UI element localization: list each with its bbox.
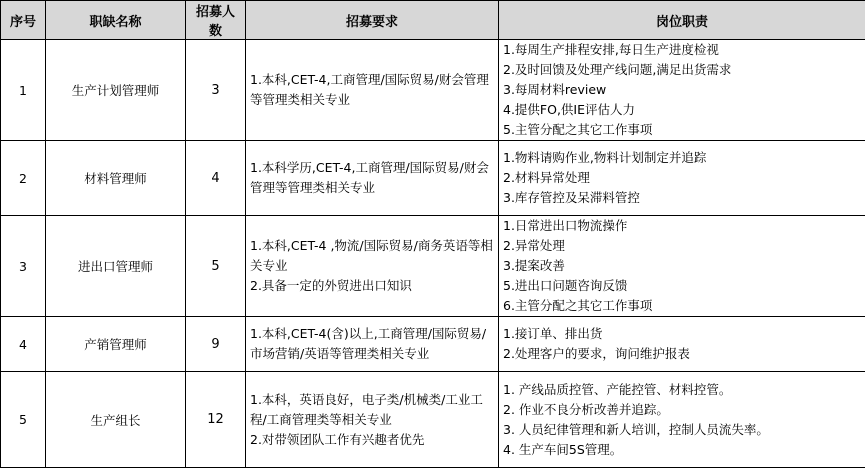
requirement-line: 1.本科,CET-4(含)以上,工商管理/国际贸易/市场营销/英语等管理类相关专业 xyxy=(250,324,494,364)
duties-cell xyxy=(499,216,865,317)
headcount: 3 xyxy=(186,40,246,141)
requirement-line: 2.具备一定的外贸进出口知识 xyxy=(250,276,494,296)
row-number: 3 xyxy=(1,216,46,317)
requirement-line: 1.本科，英语良好，电子类/机械类/工业工程/工商管理类等相关专业 xyxy=(250,390,494,430)
header-title: 职缺名称 xyxy=(46,1,186,40)
duty-line: 4.提供FO,供IE评估人力 xyxy=(503,100,861,120)
duties-cell xyxy=(499,372,865,468)
duties-cell xyxy=(499,141,865,216)
job-title: 材料管理师 xyxy=(46,141,186,216)
duties-cell xyxy=(499,317,865,372)
table-row xyxy=(1,372,865,468)
table-row xyxy=(1,141,865,216)
header-requirements: 招募要求 xyxy=(246,1,499,40)
requirements-cell xyxy=(246,372,499,468)
duty-line: 2.材料异常处理 xyxy=(503,168,861,188)
job-title: 生产计划管理师 xyxy=(46,40,186,141)
row-number: 5 xyxy=(1,372,46,468)
requirement-line: 1.本科,CET-4,工商管理/国际贸易/财会管理等管理类相关专业 xyxy=(250,70,494,110)
headcount: 12 xyxy=(186,372,246,468)
duty-line: 2.处理客户的要求，询问维护报表 xyxy=(503,344,861,364)
duty-line: 4. 生产车间5S管理。 xyxy=(503,440,861,460)
requirements-cell xyxy=(246,40,499,141)
job-title: 生产组长 xyxy=(46,372,186,468)
duty-line: 2.异常处理 xyxy=(503,236,861,256)
table-row xyxy=(1,40,865,141)
duty-line: 1.接订单、排出货 xyxy=(503,324,861,344)
row-number: 2 xyxy=(1,141,46,216)
duty-line: 1.日常进出口物流操作 xyxy=(503,216,861,236)
requirements-cell xyxy=(246,216,499,317)
duty-line: 1. 产线品质控管、产能控管、材料控管。 xyxy=(503,380,861,400)
duty-line: 1.物料请购作业,物料计划制定并追踪 xyxy=(503,148,861,168)
header-count: 招募人数 xyxy=(186,1,246,40)
headcount: 9 xyxy=(186,317,246,372)
duty-line: 3.提案改善 xyxy=(503,256,861,276)
table-row xyxy=(1,317,865,372)
duty-line: 5.主管分配之其它工作事项 xyxy=(503,120,861,140)
duty-line: 3.库存管控及呆滞料管控 xyxy=(503,188,861,208)
job-title: 进出口管理师 xyxy=(46,216,186,317)
requirement-line: 1.本科,CET-4 ,物流/国际贸易/商务英语等相关专业 xyxy=(250,236,494,276)
requirements-cell xyxy=(246,141,499,216)
header-no: 序号 xyxy=(1,1,46,40)
headcount: 4 xyxy=(186,141,246,216)
header-row xyxy=(1,1,865,40)
requirements-cell xyxy=(246,317,499,372)
header-duties: 岗位职责 xyxy=(499,1,865,40)
duty-line: 3. 人员纪律管理和新人培训，控制人员流失率。 xyxy=(503,420,861,440)
requirement-line: 1.本科学历,CET-4,工商管理/国际贸易/财会管理等管理类相关专业 xyxy=(250,158,494,198)
duty-line: 3.每周材料review xyxy=(503,80,861,100)
requirement-line: 2.对带领团队工作有兴趣者优先 xyxy=(250,430,494,450)
headcount: 5 xyxy=(186,216,246,317)
row-number: 1 xyxy=(1,40,46,141)
duties-cell xyxy=(499,40,865,141)
duty-line: 1.每周生产排程安排,每日生产进度检视 xyxy=(503,40,861,60)
duty-line: 6.主管分配之其它工作事项 xyxy=(503,296,861,316)
duty-line: 2. 作业不良分析改善并追踪。 xyxy=(503,400,861,420)
row-number: 4 xyxy=(1,317,46,372)
table-row xyxy=(1,216,865,317)
job-title: 产销管理师 xyxy=(46,317,186,372)
duty-line: 2.及时回馈及处理产线问题,满足出货需求 xyxy=(503,60,861,80)
duty-line: 5.进出口问题咨询反馈 xyxy=(503,276,861,296)
